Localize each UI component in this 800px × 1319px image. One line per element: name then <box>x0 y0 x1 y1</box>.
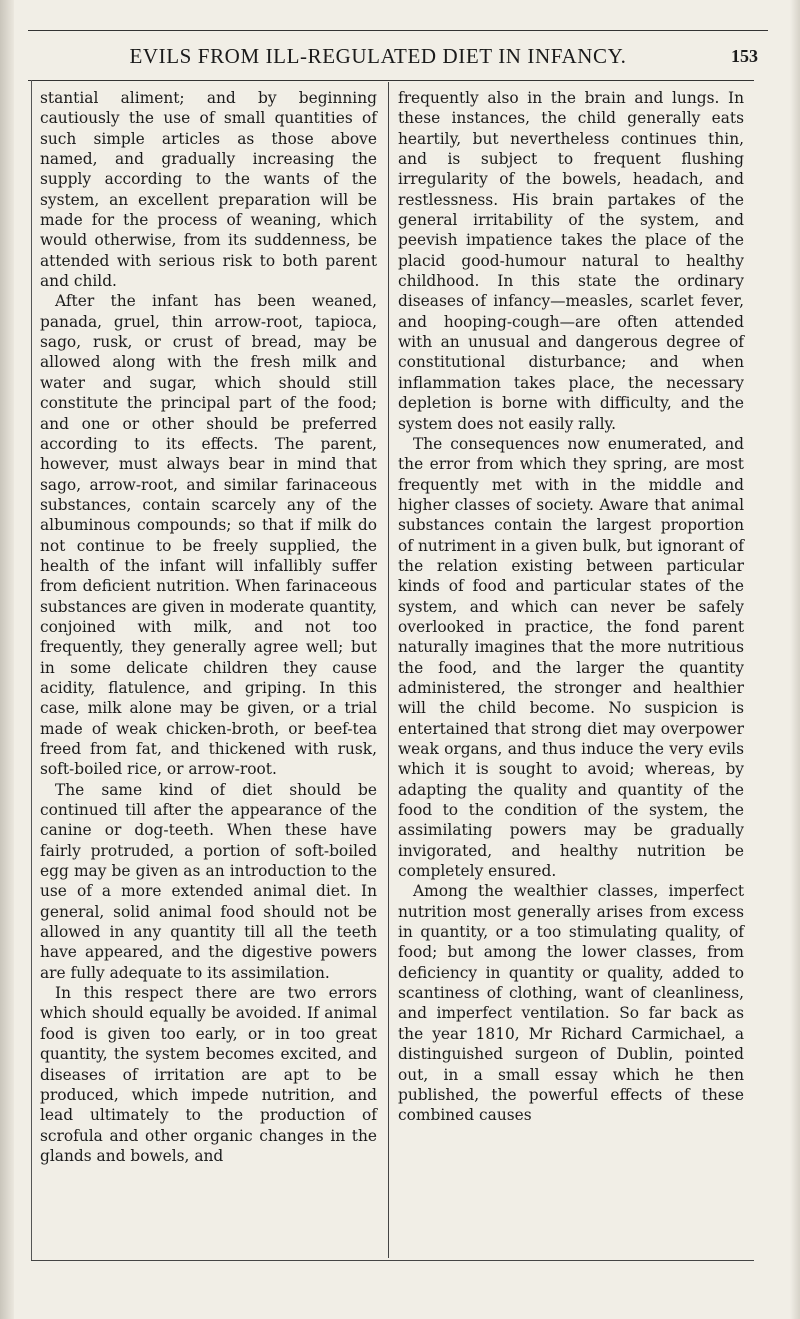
paragraph: stantial aliment; and by beginning cautiously the use of small quantities of such simple articles as those above named, and gradually increasing the supply according to the wants of the system, an excellent preparation will be made for the process of weaning, which would otherwise, from its suddenness, be attended with serious risk to both parent and child. <box>40 89 377 291</box>
left-frame-rule <box>31 80 32 1260</box>
paragraph: Among the wealthier classes, imperfect nutrition most generally arises from excess in quantity, or a too stimulating quality, of food; but among the lower classes, from deficiency in quantity or quality, added to scantiness of clothing, want of cleanliness, and imperfect ventilation. So far back as the year 1810, Mr Richard Carmichael, a distinguished surgeon of Dublin, pointed out, in a small essay which he then published, the powerful effects of these combined causes <box>398 882 744 1125</box>
page-binding-edge <box>0 0 14 1319</box>
column-divider <box>388 82 389 1258</box>
paragraph: frequently also in the brain and lungs. In these instances, the child generally eats heartily, but nevertheless continues thin, and is subject to frequent flushing irregularity of the bowels, headach, and restlessness. His brain partakes of the general irritability of the system, and peevish impatience takes the place of the placid good-humour natural to healthy childhood. In this state the ordinary diseases of infancy—measles, scarlet fever, and hooping-cough—are often attended with an unusual and dangerous degree of constitutional disturbance; and when inflammation takes place, the necessary depletion is borne with difficulty, and the system does not easily rally. <box>398 89 744 433</box>
page-header <box>28 44 768 76</box>
paragraph: The consequences now enumerated, and the error from which they spring, are most frequently met with in the middle and higher classes of society. Aware that animal substances contain the largest proportion of nutriment in a given bulk, but ignorant of the relation existing between particular kinds of food and particular states of the system, and which can never be safely overlooked in practice, the fond parent naturally imagines that the more nutritious the food, and the larger the quantity administered, the stronger and healthier will the child become. No suspicion is entertained that strong diet may overpower weak organs, and thus induce the very evils which it is sought to avoid; whereas, by adapting the quality and quantity of the food to the condition of the system, the assimilating powers may be gradually invigorated, and healthy nutrition be completely ensured. <box>398 434 744 881</box>
bottom-rule <box>31 1260 754 1261</box>
right-column <box>398 88 744 1126</box>
page-number: 153 <box>731 46 758 66</box>
paragraph: After the infant has been weaned, panada, gruel, thin arrow-root, tapioca, sago, rusk, or crust of bread, may be allowed along with the fresh milk and water and sugar, which should still constitute the principal part of the food; and one or other should be preferred according to its effects. The parent, however, must always bear in mind that sago, arrow-root, and similar farinaceous substances, contain scarcely any of the albuminous compounds; so that if milk do not continue to be freely supplied, the health of the infant will infallibly suffer from deficient nutrition. When farinaceous substances are given in moderate quantity, conjoined with milk, and not too frequently, they generally agree well; but in some delicate children they cause acidity, flatulence, and griping. In this case, milk alone may be given, or a trial made of weak chicken-broth, or beef-tea freed from fat, and thickened with rusk, soft-boiled rice, or arrow-root. <box>40 292 377 779</box>
left-column <box>40 88 377 1166</box>
top-rule <box>28 30 768 31</box>
paragraph: The same kind of diet should be continued till after the appearance of the canine or dog-teeth. When these have fairly protruded, a portion of soft-boiled egg may be given as an introduction to the use of a more extended animal diet. In general, solid animal food should not be allowed in any quantity till all the teeth have appeared, and the digestive powers are fully adequate to its assimilation. <box>40 780 377 982</box>
running-head: EVILS FROM ILL-REGULATED DIET IN INFANCY. <box>129 44 627 68</box>
paragraph: In this respect there are two errors which should equally be avoided. If animal food is given too early, or in too great quantity, the system becomes excited, and diseases of irritation are apt to be produced, which impede nutrition, and lead ultimately to the production of scrofula and other organic changes in the glands and bowels, and <box>40 984 377 1165</box>
page-right-edge <box>790 0 800 1319</box>
header-rule <box>28 80 754 81</box>
